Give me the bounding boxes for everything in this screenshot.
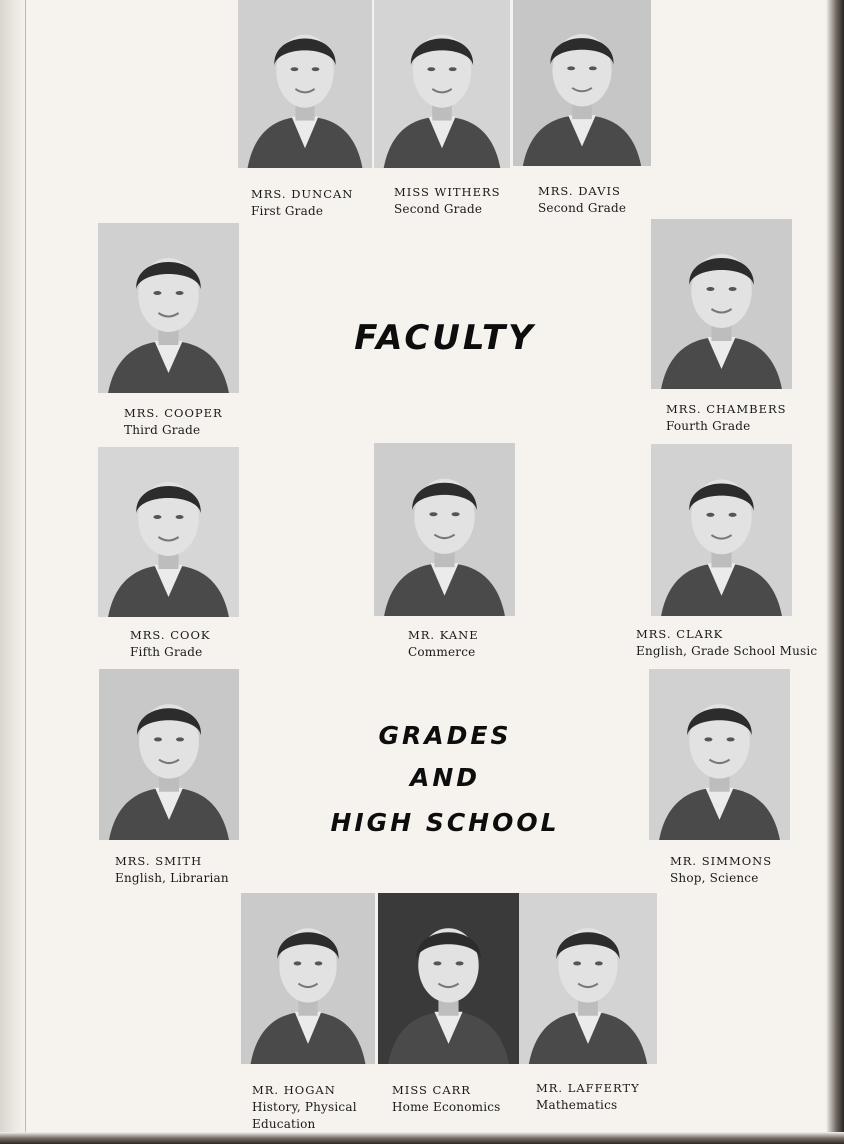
faculty-subject: History, Physical <box>252 1100 357 1114</box>
portrait-photo <box>649 669 790 840</box>
faculty-subject: Second Grade <box>538 201 627 215</box>
portrait-photo <box>99 669 239 840</box>
faculty-caption <box>538 183 626 217</box>
portrait-photo <box>374 443 515 616</box>
portrait-photo <box>374 0 510 168</box>
page-right-edge <box>826 0 844 1144</box>
faculty-subject: English, Grade School Music <box>636 644 818 658</box>
portrait-photo <box>98 447 239 617</box>
faculty-subject: Fifth Grade <box>130 645 203 659</box>
faculty-subject: Third Grade <box>124 423 201 437</box>
portrait-image <box>98 447 239 617</box>
faculty-caption <box>392 1082 501 1116</box>
portrait-photo <box>651 444 792 616</box>
faculty-name: MRS. COOK <box>130 628 211 642</box>
page-gutter-line <box>25 0 26 1144</box>
faculty-caption <box>115 853 229 887</box>
faculty-subject: Fourth Grade <box>666 419 751 433</box>
portrait-image <box>651 219 792 389</box>
portrait-photo <box>378 893 519 1064</box>
portrait-image <box>238 0 372 168</box>
portrait-image <box>374 443 515 616</box>
faculty-name: MISS WITHERS <box>394 185 501 199</box>
faculty-name: MISS CARR <box>392 1083 471 1097</box>
faculty-caption <box>670 853 772 887</box>
and-heading: AND <box>409 763 481 792</box>
faculty-name: MRS. SMITH <box>115 854 203 868</box>
faculty-name: MR. KANE <box>408 628 479 642</box>
portrait-photo <box>651 219 792 389</box>
faculty-subject-line-2: Education <box>252 1117 316 1131</box>
portrait-image <box>378 893 519 1064</box>
faculty-subject: Second Grade <box>394 202 483 216</box>
portrait-photo <box>513 0 651 166</box>
faculty-caption <box>394 184 501 218</box>
portrait-image <box>99 669 239 840</box>
high-school-heading: HIGH SCHOOL <box>330 808 560 837</box>
faculty-name: MR. SIMMONS <box>670 854 773 868</box>
faculty-name: MRS. DAVIS <box>538 184 621 198</box>
faculty-title: FACULTY <box>354 318 536 358</box>
page-binding-edge <box>0 0 26 1144</box>
portrait-photo <box>241 893 375 1064</box>
faculty-caption <box>636 626 817 660</box>
faculty-caption <box>251 186 353 220</box>
faculty-caption <box>536 1080 640 1114</box>
faculty-caption <box>408 627 479 661</box>
faculty-name: MRS. COOPER <box>124 406 223 420</box>
faculty-name: MRS. CLARK <box>636 627 724 641</box>
portrait-image <box>98 223 239 393</box>
portrait-photo <box>238 0 372 168</box>
portrait-image <box>519 893 657 1064</box>
grades-heading: GRADES <box>378 721 512 750</box>
faculty-subject: Home Economics <box>392 1100 501 1114</box>
faculty-subject: Shop, Science <box>670 871 759 885</box>
portrait-image <box>651 444 792 616</box>
faculty-subject: First Grade <box>251 204 324 218</box>
faculty-subject: Mathematics <box>536 1098 618 1112</box>
faculty-subject: English, Librarian <box>115 871 229 885</box>
faculty-caption <box>252 1082 357 1133</box>
portrait-image <box>513 0 651 166</box>
faculty-name: MRS. CHAMBERS <box>666 402 787 416</box>
faculty-caption <box>130 627 210 661</box>
portrait-photo <box>98 223 239 393</box>
portrait-image <box>649 669 790 840</box>
portrait-photo <box>519 893 657 1064</box>
faculty-caption <box>124 405 223 439</box>
portrait-image <box>241 893 375 1064</box>
faculty-name: MR. HOGAN <box>252 1083 336 1097</box>
faculty-subject: Commerce <box>408 645 476 659</box>
portrait-image <box>374 0 510 168</box>
faculty-caption <box>666 401 787 435</box>
page-bottom-edge <box>0 1132 844 1144</box>
faculty-name: MR. LAFFERTY <box>536 1081 640 1095</box>
faculty-name: MRS. DUNCAN <box>251 187 354 201</box>
